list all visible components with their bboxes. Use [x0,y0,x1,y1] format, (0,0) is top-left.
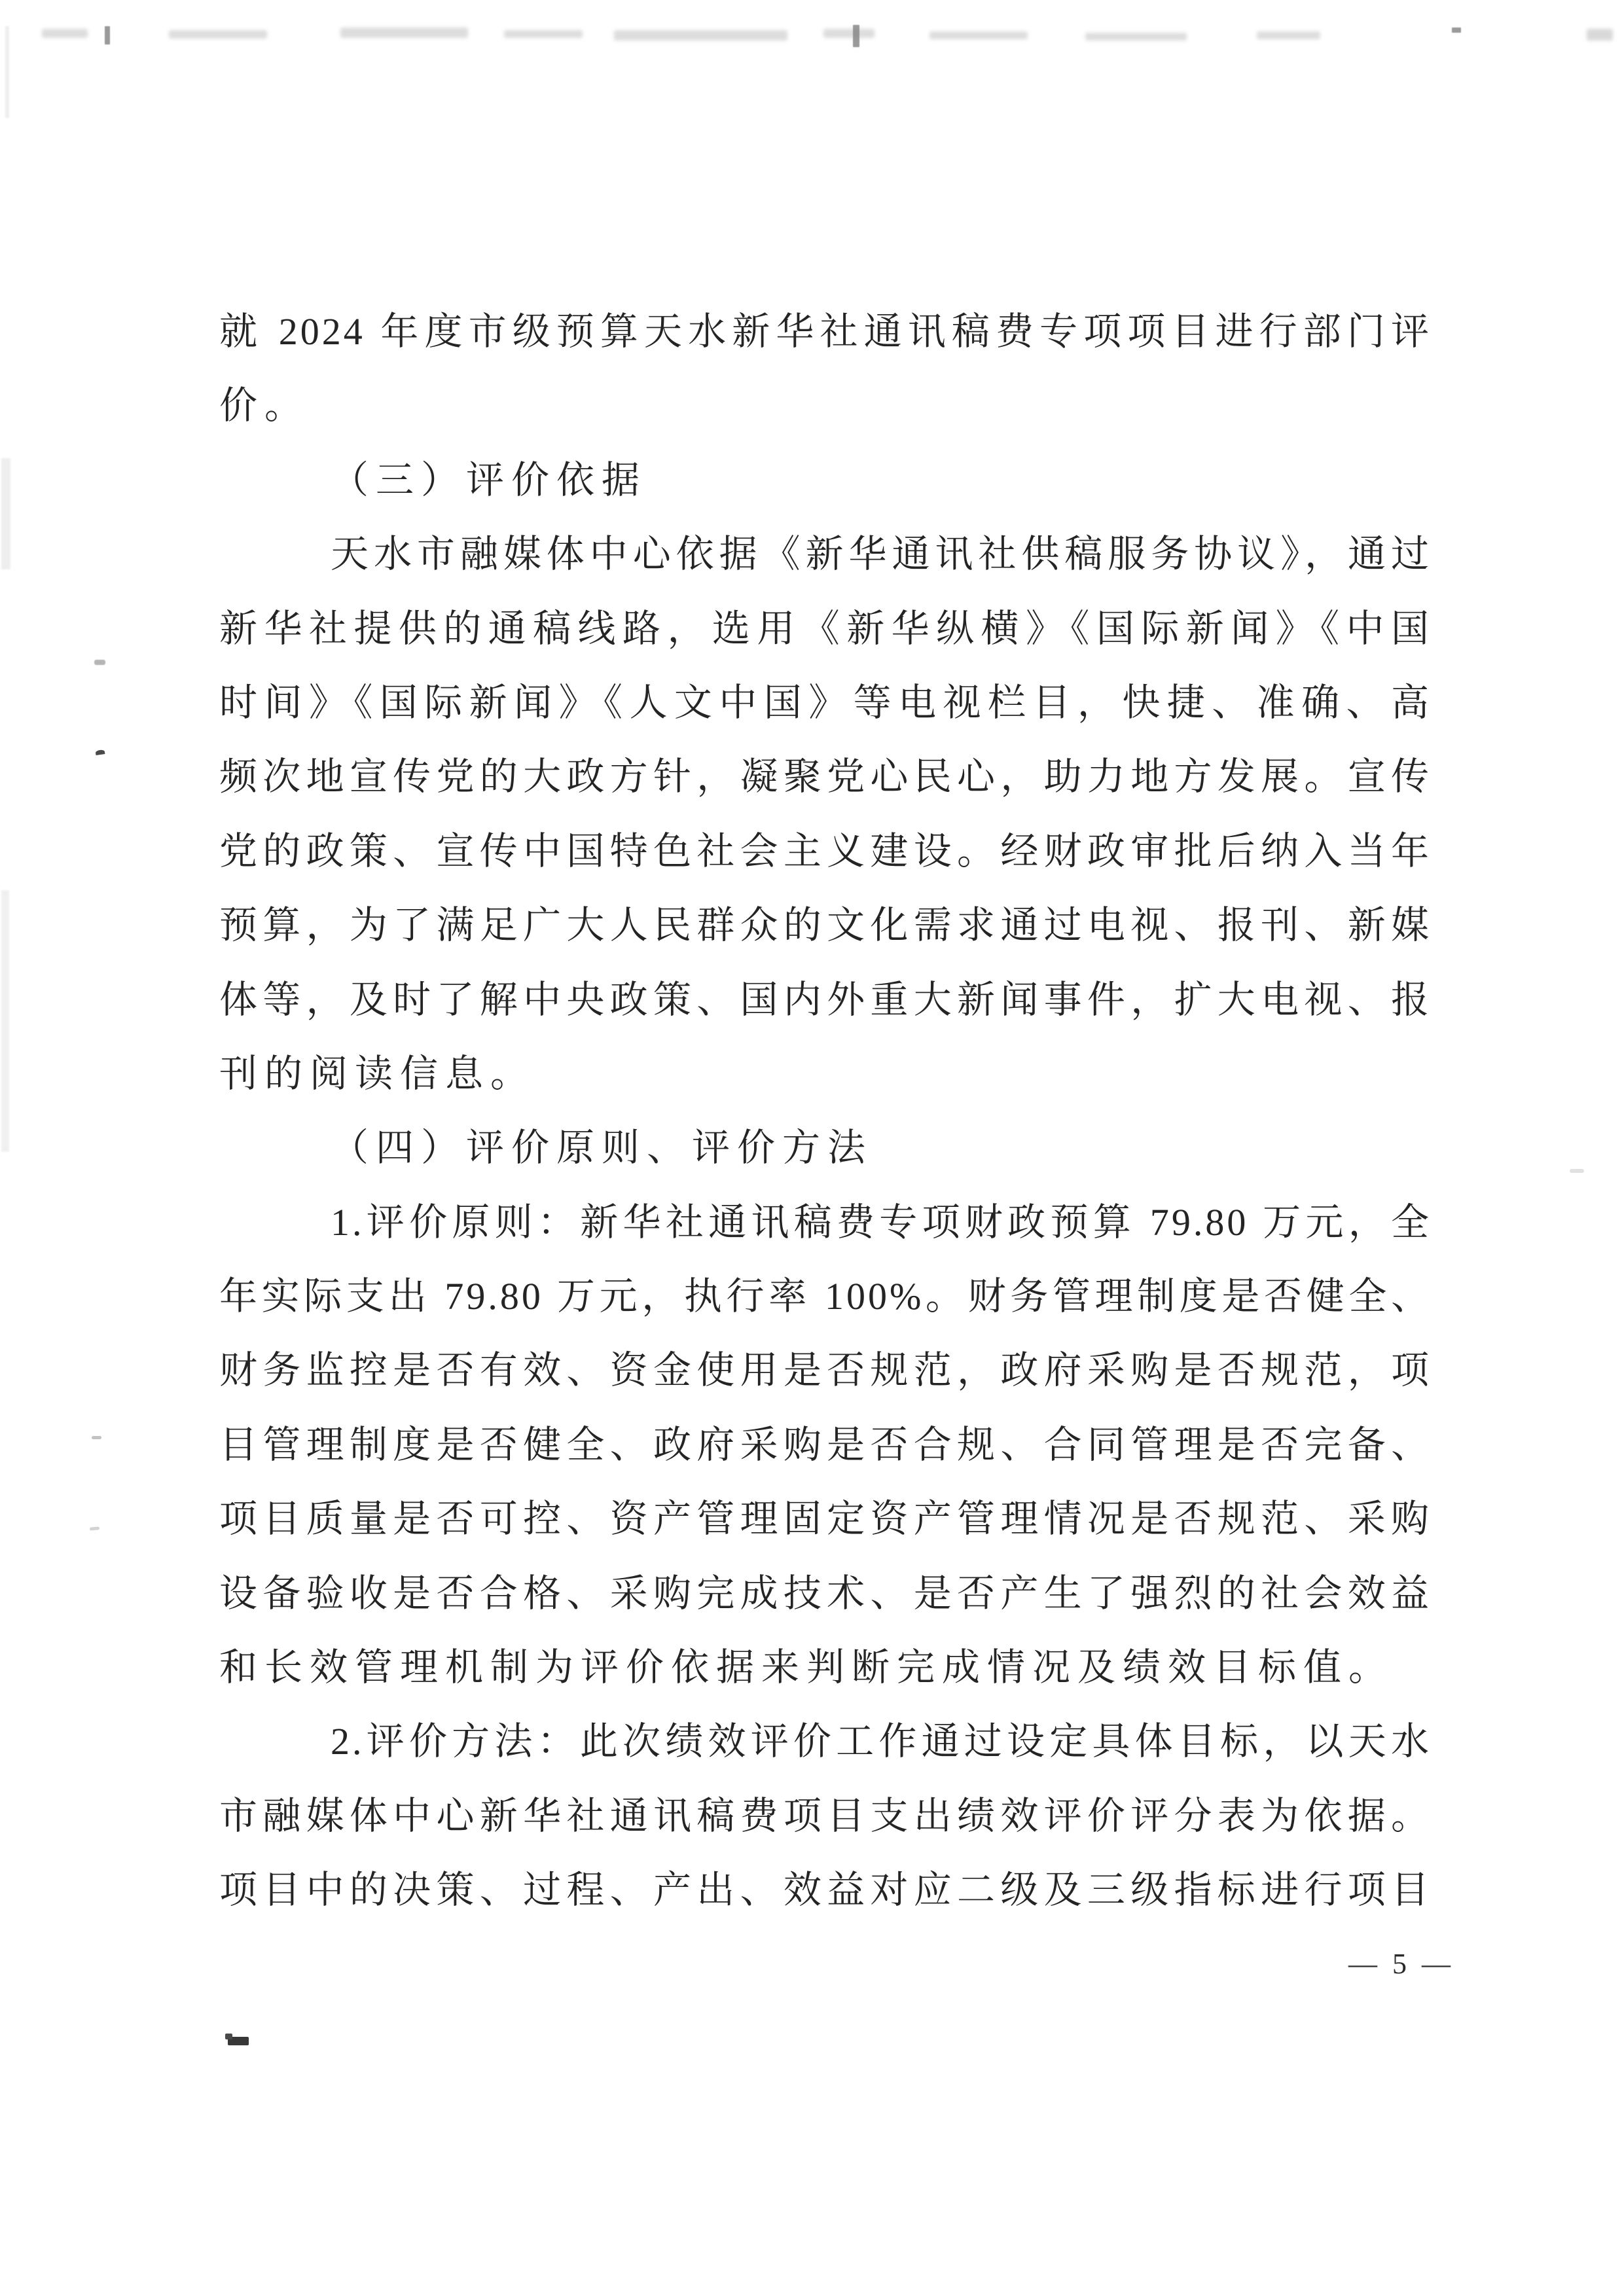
section-heading: （三）评价依据 [331,458,647,501]
scan-artifact [94,660,105,665]
text-line: 2.评价方法：此次绩效评价工作通过设定具体目标，以天水 [331,1720,1432,1763]
text-line: 价。 [219,384,310,427]
scan-artifact [228,2037,249,2045]
scan-artifact [1,458,10,569]
text-line: 体等，及时了解中央政策、国内外重大新闻事件，扩大电视、报 [219,978,1432,1021]
text-line: 新华社提供的通稿线路，选用《新华纵横》《国际新闻》《中国 [219,607,1432,650]
text-line: 预算，为了满足广大人民群众的文化需求通过电视、报刊、新媒 [219,904,1432,947]
text-line: 项目质量是否可控、资产管理固定资产管理情况是否规范、采购 [219,1498,1432,1541]
section-heading: （四）评价原则、评价方法 [331,1126,873,1170]
scan-artifact [225,2034,232,2039]
scan-artifact [1,890,9,1152]
scan-artifact [5,26,9,118]
text-line: 刊的阅读信息。 [219,1052,536,1095]
scan-artifact [105,26,110,45]
scan-artifact [1085,33,1187,41]
text-line: 党的政策、宣传中国特色社会主义建设。经财政审批后纳入当年 [219,829,1432,872]
text-line: 设备验收是否合格、采购完成技术、是否产生了强烈的社会效益 [219,1571,1432,1615]
scan-artifact [1570,1169,1584,1173]
body-text [219,295,1432,1928]
scan-artifact [1587,29,1613,41]
scan-artifact [42,29,88,38]
scan-artifact [504,30,583,38]
scan-artifact [1452,27,1461,33]
scan-artifact [92,1436,101,1439]
scan-artifact [96,749,105,755]
scan-artifact [340,27,468,38]
text-line: 就 2024 年度市级预算天水新华社通讯稿费专项项目进行部门评 [219,310,1432,353]
text-line: 目管理制度是否健全、政府采购是否合规、合同管理是否完备、 [219,1423,1432,1466]
text-line: 财务监控是否有效、资金使用是否规范，政府采购是否规范，项 [219,1349,1432,1392]
text-line: 项目中的决策、过程、产出、效益对应二级及三级指标进行项目 [219,1869,1432,1912]
scan-artifact [823,29,875,38]
text-line: 和长效管理机制为评价依据来判断完成情况及绩效目标值。 [219,1646,1394,1689]
scan-artifact [929,31,1028,39]
text-line: 频次地宣传党的大政方针，凝聚党心民心，助力地方发展。宣传 [219,755,1432,798]
text-line: 时间》《国际新闻》《人文中国》等电视栏目，快捷、准确、高 [219,681,1432,724]
scan-artifact [614,30,787,41]
text-line: 1.评价原则：新华社通讯稿费专项财政预算 79.80 万元，全 [331,1200,1432,1244]
scan-artifact [1257,31,1320,39]
page-number: — 5 — [1348,1948,1454,1980]
text-line: 市融媒体中心新华社通讯稿费项目支出绩效评价评分表为依据。 [219,1794,1432,1837]
scan-artifact [853,25,859,47]
scan-artifact [169,30,267,39]
text-line: 年实际支出 79.80 万元，执行率 100%。财务管理制度是否健全、 [219,1275,1432,1318]
text-line: 天水市融媒体中心依据《新华通讯社供稿服务协议》，通过 [331,533,1432,576]
scan-artifact [90,1526,99,1530]
